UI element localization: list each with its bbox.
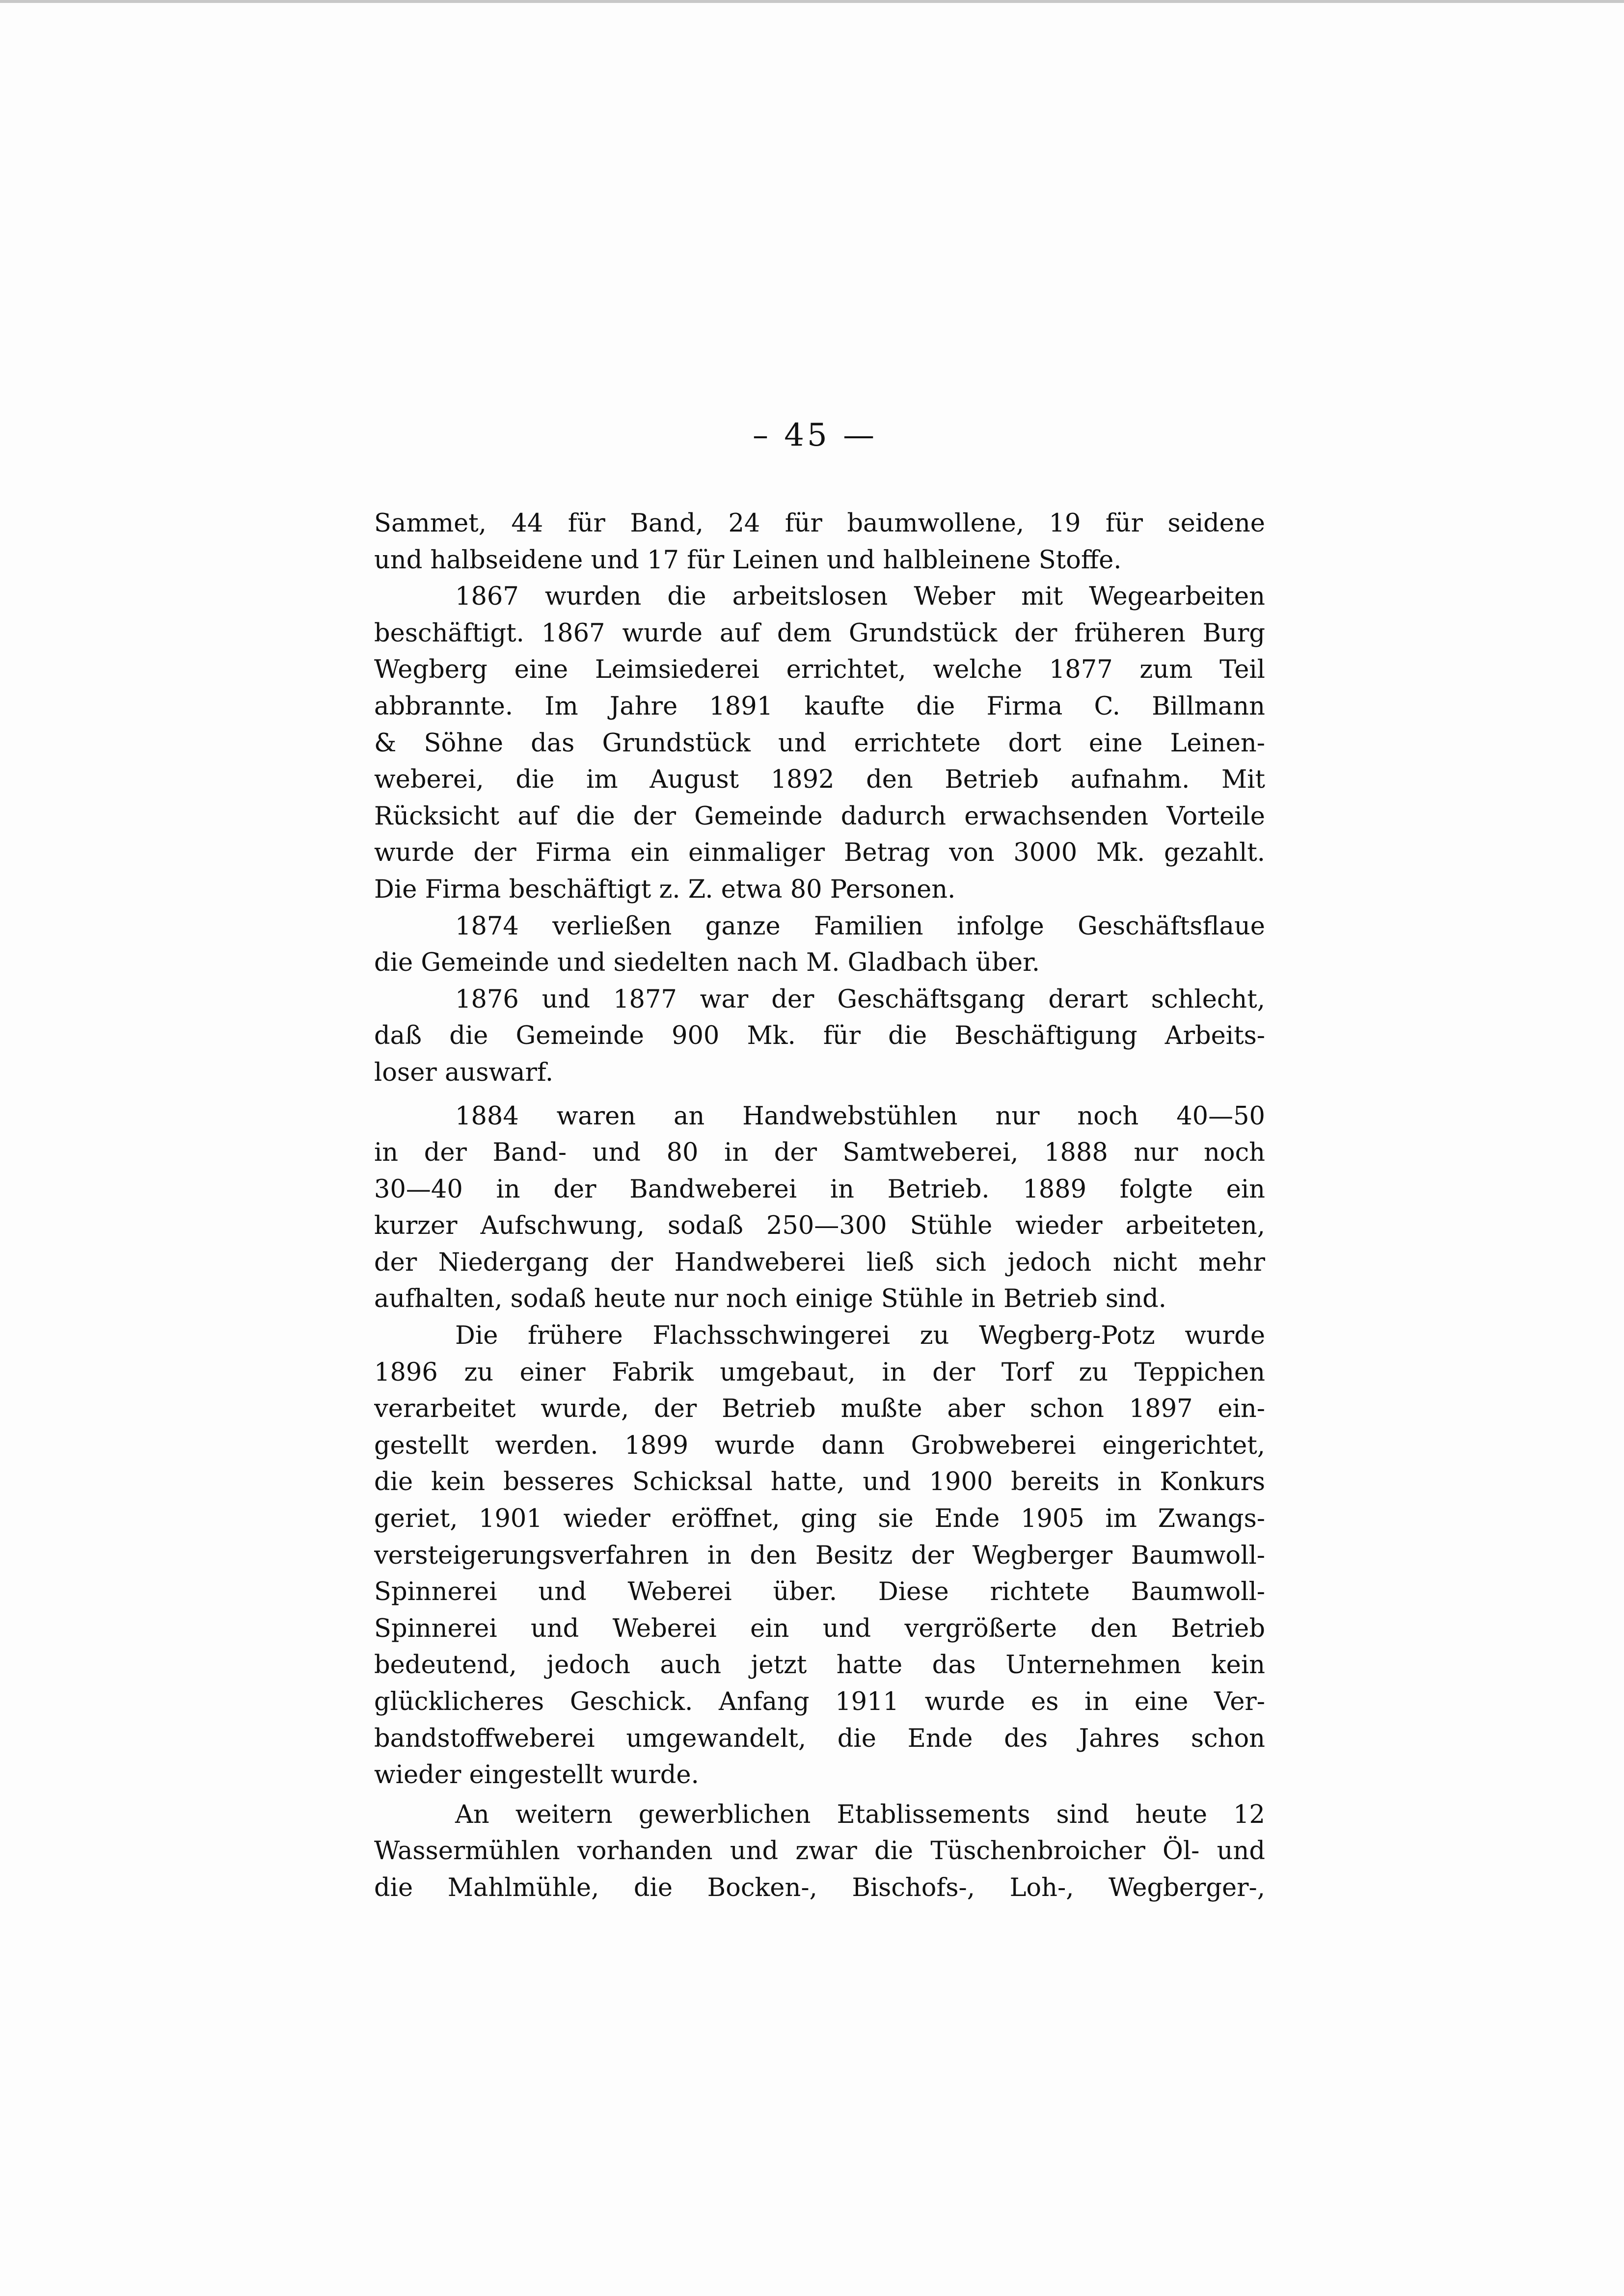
text-line: Die frühere Flachsschwingerei zu Wegberg-Potz wurde xyxy=(455,1321,1265,1351)
text-line: Wassermühlen vorhanden und zwar die Tüschenbroicher Öl- und xyxy=(374,1837,1265,1866)
text-line: wurde der Firma ein einmaliger Betrag von 3000 Mk. gezahlt. xyxy=(374,838,1265,868)
text-line: weberei, die im August 1892 den Betrieb aufnahm. Mit xyxy=(374,765,1265,795)
text-line: Spinnerei und Weberei über. Diese richtete Baumwoll- xyxy=(374,1577,1265,1607)
text-line: in der Band- und 80 in der Samtweberei, 1888 nur noch xyxy=(374,1138,1265,1168)
text-line: versteigerungsverfahren in den Besitz der Wegberger Baumwoll- xyxy=(374,1541,1265,1570)
text-line: aufhalten, sodaß heute nur noch einige Stühle in Betrieb sind. xyxy=(374,1284,1167,1314)
text-line: Die Firma beschäftigt z. Z. etwa 80 Personen. xyxy=(374,875,956,904)
text-line: 1874 verließen ganze Familien infolge Geschäftsflaue xyxy=(455,911,1265,941)
paragraph-2 xyxy=(374,579,1265,908)
text-line: daß die Gemeinde 900 Mk. für die Beschäftigung Arbeits- xyxy=(374,1021,1265,1051)
text-line: geriet, 1901 wieder eröffnet, ging sie Ende 1905 im Zwangs- xyxy=(374,1504,1265,1534)
text-line: Rücksicht auf die der Gemeinde dadurch erwachsenden Vorteile xyxy=(374,801,1265,831)
paragraph-5 xyxy=(374,1098,1265,1318)
text-line: loser auswarf. xyxy=(374,1058,554,1087)
text-line: glücklicheres Geschick. Anfang 1911 wurde es in eine Ver- xyxy=(374,1687,1265,1716)
text-line: und halbseidene und 17 für Leinen und halbleinene Stoffe. xyxy=(374,545,1122,575)
text-line: bandstoffweberei umgewandelt, die Ende des Jahres schon xyxy=(374,1724,1265,1753)
scan-edge-line xyxy=(0,0,1624,3)
text-line: bedeutend, jedoch auch jetzt hatte das Unternehmen kein xyxy=(374,1651,1265,1680)
text-line: die Gemeinde und siedelten nach M. Gladbach über. xyxy=(374,948,1040,978)
text-line: abbrannte. Im Jahre 1891 kaufte die Firma C. Billmann xyxy=(374,692,1265,721)
paragraph-1 xyxy=(374,506,1265,579)
text-line: verarbeitet wurde, der Betrieb mußte aber schon 1897 ein- xyxy=(374,1394,1265,1424)
text-line: die Mahlmühle, die Bocken-, Bischofs-, Loh-, Wegberger-, xyxy=(374,1873,1265,1902)
text-line: 1867 wurden die arbeitslosen Weber mit Wegearbeiten xyxy=(455,582,1265,612)
text-line: 30—40 in der Bandweberei in Betrieb. 1889 folgte ein xyxy=(374,1175,1265,1204)
text-line: Spinnerei und Weberei ein und vergrößerte den Betrieb xyxy=(374,1614,1265,1643)
text-line: kurzer Aufschwung, sodaß 250—300 Stühle wieder arbeiteten, xyxy=(374,1211,1265,1241)
text-line: gestellt werden. 1899 wurde dann Grobweberei eingerichtet, xyxy=(374,1431,1265,1460)
paragraph-3 xyxy=(374,908,1265,982)
body-text xyxy=(374,506,1265,1907)
paragraph-6 xyxy=(374,1318,1265,1794)
text-line: An weitern gewerblichen Etablissements sind heute 12 xyxy=(455,1800,1265,1829)
text-line: & Söhne das Grundstück und errichtete dort eine Leinen- xyxy=(374,728,1265,758)
page-number: – 45 — xyxy=(752,417,878,454)
text-line: 1876 und 1877 war der Geschäftsgang derart schlecht, xyxy=(455,985,1265,1014)
paragraph-4 xyxy=(374,982,1265,1092)
paragraph-7 xyxy=(374,1797,1265,1907)
text-line: wieder eingestellt wurde. xyxy=(374,1761,699,1790)
text-line: Sammet, 44 für Band, 24 für baumwollene, 19 für seidene xyxy=(374,509,1265,538)
text-line: Wegberg eine Leimsiederei errichtet, welche 1877 zum Teil xyxy=(374,655,1265,685)
text-line: die kein besseres Schicksal hatte, und 1900 bereits in Konkurs xyxy=(374,1468,1265,1497)
text-line: 1884 waren an Handwebstühlen nur noch 40—50 xyxy=(455,1101,1265,1131)
text-line: 1896 zu einer Fabrik umgebaut, in der Torf zu Teppichen xyxy=(374,1358,1265,1387)
text-line: beschäftigt. 1867 wurde auf dem Grundstück der früheren Burg xyxy=(374,618,1265,648)
text-line: der Niedergang der Handweberei ließ sich jedoch nicht mehr xyxy=(374,1248,1265,1277)
